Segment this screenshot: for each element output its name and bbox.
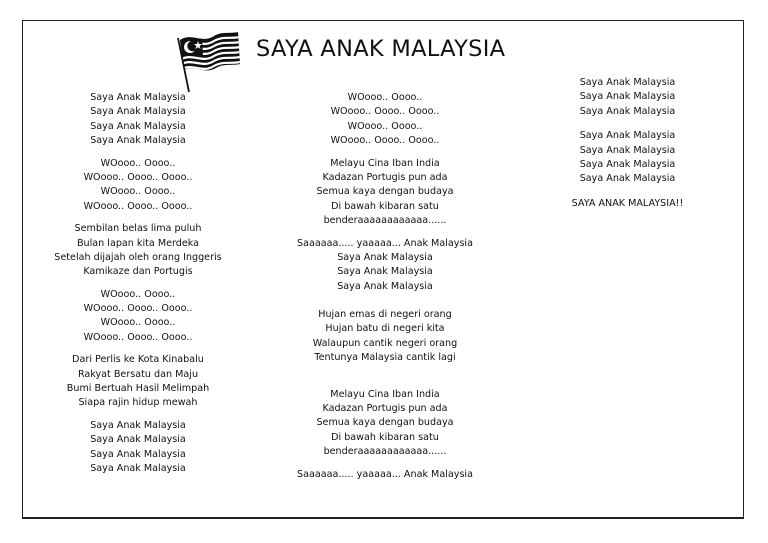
lyrics-line: Saaaaaa..... yaaaaa... Anak Malaysia [297,468,473,480]
lyrics-line: Semua kaya dengan budaya [316,417,454,429]
lyrics-line: Saya Anak Malaysia [90,434,186,446]
lyrics-line: WOooo.. Oooo.. Oooo.. [83,171,193,183]
lyrics-line: Saya Anak Malaysia [90,92,186,103]
lyrics-line: WOooo.. Oooo.. Oooo.. [330,135,440,147]
lyrics-line: WOooo.. Oooo.. [347,92,423,103]
lyrics-line: Sembilan belas lima puluh [74,223,202,235]
lyrics-stanza [38,222,238,280]
lyrics-stanza [38,157,238,215]
lyrics-line: Saya Anak Malaysia [337,266,433,278]
lyrics-line: Walaupun cantik negeri orang [312,337,458,349]
lyrics-line: Saaaaaa..... yaaaaa... Anak Malaysia [297,237,473,249]
lyrics-column-2 [280,91,490,482]
lyrics-line: Melayu Cina Iban India [330,388,440,400]
lyrics-line: Saya Anak Malaysia [90,448,186,460]
lyrics-line: SAYA ANAK MALAYSIA!! [571,197,684,209]
lyrics-column-3 [555,76,700,211]
lyrics-stanza [280,388,490,460]
lyrics-line: Hujan batu di negeri kita [325,323,445,335]
lyrics-line: Saya Anak Malaysia [579,105,676,117]
lyrics-stanza [555,76,700,119]
lyrics-line: WOooo.. Oooo.. Oooo.. [330,106,440,118]
lyrics-line: Kadazan Portugis pun ada [322,403,448,415]
lyrics-line: benderaaaaaaaaaaaa...... [323,215,447,227]
page-title: SAYA ANAK MALAYSIA [256,36,506,62]
lyrics-line: Saya Anak Malaysia [90,419,186,431]
lyrics-line: Tentunya Malaysia cantik lagi [314,352,456,364]
malaysia-flag-icon [170,26,242,94]
lyrics-line: WOooo.. Oooo.. [347,120,423,132]
lyrics-stanza [280,308,490,366]
lyrics-line: benderaaaaaaaaaaaa...... [323,446,447,458]
lyrics-line: WOooo.. Oooo.. [100,186,176,198]
lyrics-line: Kadazan Portugis pun ada [322,171,448,183]
lyrics-line: Di bawah kibaran satu [331,431,439,443]
lyrics-line: Saya Anak Malaysia [90,462,186,474]
lyrics-stanza [280,91,490,149]
lyrics-line: Saya Anak Malaysia [579,158,676,170]
lyrics-line: WOooo.. Oooo.. Oooo.. [83,331,193,343]
lyrics-line: Saya Anak Malaysia [579,91,676,103]
lyrics-line: Bulan lapan kita Merdeka [76,237,200,249]
lyrics-line: Saya Anak Malaysia [90,135,186,147]
lyrics-stanza [38,419,238,477]
lyrics-line: Melayu Cina Iban India [330,157,440,169]
lyrics-line: WOooo.. Oooo.. Oooo.. [83,303,193,315]
lyrics-line: Di bawah kibaran satu [331,200,439,212]
lyrics-stanza [280,468,490,482]
lyrics-line: Saya Anak Malaysia [337,251,433,263]
lyrics-stanza [38,91,238,149]
lyrics-line: WOooo.. Oooo.. [100,157,176,169]
lyrics-line: Saya Anak Malaysia [90,106,186,118]
lyrics-stanza [555,197,700,211]
lyrics-line: Rakyat Bersatu dan Maju [77,368,199,380]
lyrics-line: Bumi Bertuah Hasil Melimpah [66,383,210,395]
lyrics-line: WOooo.. Oooo.. [100,288,176,300]
lyrics-line: Kamikaze dan Portugis [83,266,193,278]
lyrics-stanza [38,353,238,411]
lyrics-line: Saya Anak Malaysia [579,144,676,156]
lyrics-stanza [280,237,490,295]
lyrics-stanza [38,288,238,346]
lyrics-line: Saya Anak Malaysia [579,130,676,142]
lyrics-line: Saya Anak Malaysia [579,173,676,185]
lyrics-stanza [280,157,490,229]
lyrics-line: Dari Perlis ke Kota Kinabalu [72,354,204,366]
lyrics-line: Setelah dijajah oleh orang Inggeris [54,251,222,263]
lyrics-line: Siapa rajin hidup mewah [78,397,198,409]
lyrics-stanza [555,129,700,187]
lyrics-line: WOooo.. Oooo.. Oooo.. [83,200,193,212]
lyrics-line: Hujan emas di negeri orang [318,309,452,321]
lyrics-line: Saya Anak Malaysia [337,280,433,292]
lyrics-line: Semua kaya dengan budaya [316,186,454,198]
lyrics-column-1 [38,91,238,476]
lyrics-line: Saya Anak Malaysia [579,77,676,88]
lyrics-line: WOooo.. Oooo.. [100,317,176,329]
lyrics-line: Saya Anak Malaysia [90,120,186,132]
